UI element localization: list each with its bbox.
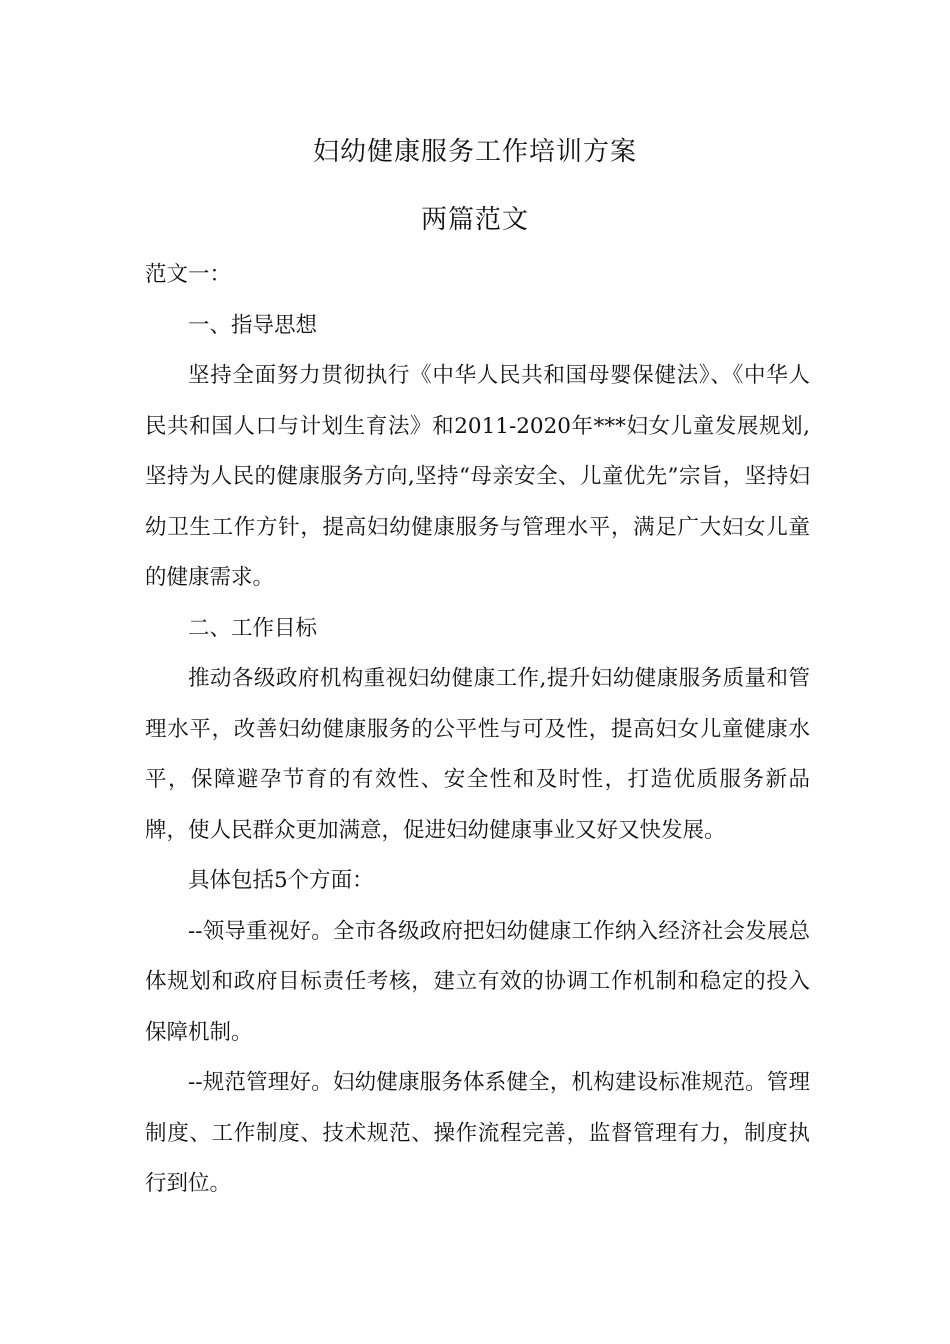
paragraph-five-aspects: 具体包括5个方面： (188, 868, 374, 893)
document-body (145, 250, 810, 1210)
paragraph-leadership: --领导重视好。全市各级政府把妇幼健康工作纳入经济社会发展总体规划和政府目标责任考核，建立有效的协调工作机制和稳定的投入保障机制。 (145, 918, 810, 1045)
paragraph-guiding-ideology: 坚持全面努力贯彻执行《中华人民共和国母婴保健法》、《中华人民共和国人口与计划生育法》和2011-2020年***妇女儿童发展规划,坚持为人民的健康服务方向,坚持“母亲安全、儿童优先”宗旨，坚持妇幼卫生工作方针，提高妇幼健康服务与管理水平，满足广大妇女儿童的健康需求。 (145, 363, 810, 590)
section-label: 范文一： (145, 262, 232, 287)
heading-work-goals: 二、工作目标 (188, 615, 318, 641)
paragraph-work-goals: 推动各级政府机构重视妇幼健康工作,提升妇幼健康服务质量和管理水平，改善妇幼健康服务的公平性与可及性，提高妇女儿童健康水平，保障避孕节育的有效性、安全性和及时性，打造优质服务新品牌，使人民群众更加满意，促进妇幼健康事业又好又快发展。 (145, 666, 810, 843)
document-title: 妇幼健康服务工作培训方案 (312, 137, 637, 167)
document-subtitle: 两篇范文 (420, 205, 529, 235)
heading-guiding-ideology: 一、指导思想 (188, 312, 318, 338)
paragraph-management: --规范管理好。妇幼健康服务体系健全，机构建设标准规范。管理制度、工作制度、技术规范、操作流程完善，监督管理有力，制度执行到位。 (145, 1070, 810, 1196)
